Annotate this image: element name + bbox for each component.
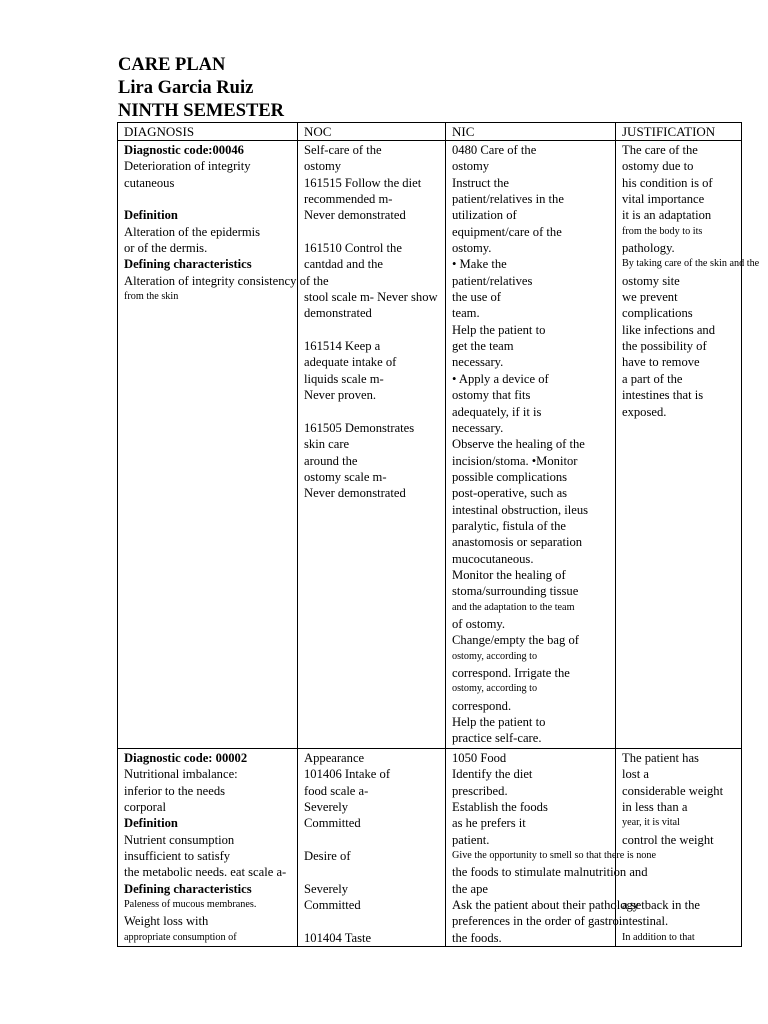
cell-text-line: exposed. — [622, 404, 667, 419]
cell-text-line: Establish the foods — [452, 800, 548, 815]
cell-text-line: adequately, if it is — [452, 404, 542, 419]
cell-text-line: ostomy — [304, 159, 342, 174]
cell-text-line: or of the dermis. — [124, 241, 208, 256]
cell-text-line: ostomy that fits — [452, 388, 531, 403]
column-header-nic: NIC — [446, 123, 616, 141]
student-name: Lira Garcia Ruiz — [118, 78, 254, 98]
cell-text-line: Definition — [124, 208, 178, 223]
cell-text-line: Severely — [304, 800, 349, 815]
table-header-row — [118, 123, 742, 141]
cell-text-line: Never proven. — [304, 388, 377, 403]
cell-text-line: from the skin — [124, 291, 179, 303]
cell-text-line: Desire of — [304, 849, 351, 864]
cell-text-line: corporal — [124, 800, 166, 815]
cell-text-line: adequate intake of — [304, 355, 397, 370]
cell-text-line: Instruct the — [452, 175, 510, 190]
cell-text-line: 101404 Taste — [304, 930, 372, 945]
cell-text-line: intestines that is — [622, 388, 704, 403]
cell-text-line: appropriate consumption of — [124, 931, 237, 943]
cell-text-line: from the body to its — [622, 225, 703, 237]
cell-text-line: intestinal obstruction, ileus — [452, 502, 589, 517]
cell-text-line: By taking care of the skin and the — [622, 258, 760, 270]
cell-text-line: cutaneous — [124, 175, 175, 190]
cell-text-line: Defining characteristics — [124, 881, 252, 896]
cell-text-line: Give the opportunity to smell so that there is none — [452, 850, 656, 862]
cell-text-line — [304, 224, 445, 240]
cell-text-line: 101406 Intake of — [304, 767, 391, 782]
cell-text-line: Committed — [304, 816, 361, 831]
cell-text-line: Appearance — [304, 751, 365, 765]
cell-text-line: Defining characteristics — [124, 257, 252, 272]
cell-text-line: • Make the — [452, 257, 507, 272]
cell-text-line: of ostomy. — [452, 616, 506, 631]
column-header-justification: JUSTIFICATION — [616, 123, 742, 141]
cell-text-line: Ask the patient about their pathology — [452, 898, 640, 913]
cell-text-line: ostomy due to — [622, 159, 694, 174]
cell-text-line: The care of the — [622, 143, 698, 157]
noc-cell — [298, 141, 446, 749]
table-row — [118, 749, 742, 947]
cell-text-line: cantdad and the — [304, 257, 384, 272]
cell-text-line: his condition is of — [622, 175, 713, 190]
cell-text-line: team. — [452, 306, 480, 321]
cell-text-line: necessary. — [452, 355, 504, 370]
cell-text-line: Never demonstrated — [304, 486, 406, 501]
cell-text-line: 0480 Care of the — [452, 143, 537, 157]
cell-text-line: 161505 Demonstrates — [304, 420, 415, 435]
cell-text-line: In addition to that — [622, 931, 695, 943]
diagnosis-cell — [118, 749, 298, 947]
document-header — [118, 54, 284, 123]
cell-text-line: post-operative, such as — [452, 486, 568, 501]
cell-text-line — [124, 191, 297, 207]
cell-text-line: Committed — [304, 898, 361, 913]
cell-text-line: ostomy scale m- — [304, 469, 387, 484]
cell-text-line: Deterioration of integrity — [124, 159, 251, 174]
cell-text-line: Self-care of the — [304, 143, 382, 157]
cell-text-line: patient/relatives — [452, 273, 533, 288]
cell-text-line: a part of the — [622, 371, 683, 386]
cell-text-line: Paleness of mucous membranes. — [124, 899, 257, 911]
cell-text-line: skin care — [304, 437, 350, 452]
cell-text-line: it is an adaptation — [622, 208, 712, 223]
cell-text-line: Diagnostic code:00046 — [124, 143, 244, 157]
cell-text-line: practice self-care. — [452, 731, 542, 746]
cell-text-line: 161510 Control the — [304, 241, 402, 256]
cell-text-line: we prevent — [622, 290, 678, 305]
cell-text-line: 1050 Food — [452, 751, 507, 765]
cell-text-line: Alteration of integrity consistency of the — [124, 273, 329, 288]
cell-text-line: have to remove — [622, 355, 700, 370]
cell-text-line: like infections and — [622, 322, 716, 337]
cell-text-line: anastomosis or separation — [452, 535, 583, 550]
cell-text-line: The patient has — [622, 751, 699, 765]
cell-text-line: Observe the healing of the — [452, 437, 585, 452]
cell-text-line: incision/stoma. •Monitor — [452, 453, 578, 468]
cell-text-line: complications — [622, 306, 693, 321]
cell-text-line: equipment/care of the — [452, 224, 562, 239]
cell-text-line: recommended m- — [304, 192, 393, 207]
cell-text-line: Change/empty the bag of — [452, 633, 579, 648]
cell-text-line — [622, 881, 741, 897]
cell-text-line: 161515 Follow the diet — [304, 175, 422, 190]
cell-text-line: Monitor the healing of — [452, 567, 566, 582]
cell-text-line: control the weight — [622, 832, 714, 847]
cell-text-line: Alteration of the epidermis — [124, 224, 261, 239]
cell-text-line: Nutrient consumption — [124, 832, 235, 847]
cell-text-line: demonstrated — [304, 306, 372, 321]
cell-text-line: as he prefers it — [452, 816, 526, 831]
cell-text-line: food scale a- — [304, 783, 369, 798]
care-plan-table — [117, 122, 760, 947]
cell-text-line: paralytic, fistula of the — [452, 518, 567, 533]
cell-text-line: Nutritional imbalance: — [124, 767, 238, 782]
column-header-noc: NOC — [298, 123, 446, 141]
cell-text-line: liquids scale m- — [304, 371, 384, 386]
cell-text-line: Help the patient to — [452, 715, 546, 730]
cell-text-line: Identify the diet — [452, 767, 533, 782]
column-header-diagnosis: DIAGNOSIS — [118, 123, 298, 141]
cell-text-line: the ape — [452, 881, 489, 896]
cell-text-line: stool scale m- Never show — [304, 290, 438, 305]
cell-text-line: get the team — [452, 339, 514, 354]
cell-text-line: preferences in the order of gastrointestinal. — [452, 914, 669, 929]
cell-text-line: prescribed. — [452, 783, 508, 798]
cell-text-line: • Apply a device of — [452, 371, 549, 386]
cell-text-line: the foods. — [452, 930, 502, 945]
noc-cell — [298, 749, 446, 947]
cell-text-line: 161514 Keep a — [304, 339, 381, 354]
cell-text-line: a setback in the — [622, 898, 700, 913]
cell-text-line: Help the patient to — [452, 322, 546, 337]
cell-text-line: Weight loss with — [124, 914, 209, 929]
cell-text-line: considerable weight — [622, 783, 724, 798]
cell-text-line: utilization of — [452, 208, 517, 223]
cell-text-line: the use of — [452, 290, 501, 305]
justification-cell — [616, 141, 760, 749]
cell-text-line: ostomy site — [622, 273, 680, 288]
cell-text-line: pathology. — [622, 241, 675, 256]
cell-text-line: inferior to the needs — [124, 783, 226, 798]
cell-text-line: the possibility of — [622, 339, 707, 354]
cell-text-line: ostomy, according to — [452, 683, 538, 695]
semester-label: NINTH SEMESTER — [118, 101, 285, 121]
cell-text-line: the metabolic needs. eat scale a- — [124, 865, 287, 880]
cell-text-line: correspond. — [452, 698, 512, 713]
cell-text-line: ostomy. — [452, 241, 492, 256]
cell-text-line: possible complications — [452, 469, 568, 484]
cell-text-line: stoma/surrounding tissue — [452, 584, 579, 599]
cell-text-line: Diagnostic code: 00002 — [124, 751, 248, 765]
cell-text-line — [304, 864, 445, 880]
cell-text-line: in less than a — [622, 800, 688, 815]
cell-text-line: the foods to stimulate malnutrition and — [452, 865, 648, 880]
cell-text-line: ostomy, according to — [452, 650, 538, 662]
document-title: CARE PLAN — [118, 55, 226, 75]
cell-text-line: ostomy — [452, 159, 490, 174]
nic-cell — [446, 141, 616, 749]
cell-text-line — [304, 913, 445, 929]
cell-text-line: patient/relatives in the — [452, 192, 564, 207]
cell-text-line: correspond. Irrigate the — [452, 666, 570, 680]
cell-text-line — [304, 404, 445, 420]
cell-text-line: year, it is vital — [622, 817, 680, 829]
cell-text-line: Severely — [304, 881, 349, 896]
table-row — [118, 141, 742, 749]
cell-text-line: insufficient to satisfy — [124, 849, 231, 864]
cell-text-line: lost a — [622, 767, 649, 782]
cell-text-line: vital importance — [622, 192, 705, 207]
cell-text-line: Never demonstrated — [304, 208, 406, 223]
cell-text-line — [304, 832, 445, 848]
cell-text-line: around the — [304, 453, 358, 468]
cell-text-line — [304, 322, 445, 338]
cell-text-line: patient. — [452, 832, 490, 847]
cell-text-line: necessary. — [452, 420, 504, 435]
cell-text-line: and the adaptation to the team — [452, 601, 575, 613]
cell-text-line: Definition — [124, 816, 178, 831]
cell-text-line: mucocutaneous. — [452, 551, 534, 566]
